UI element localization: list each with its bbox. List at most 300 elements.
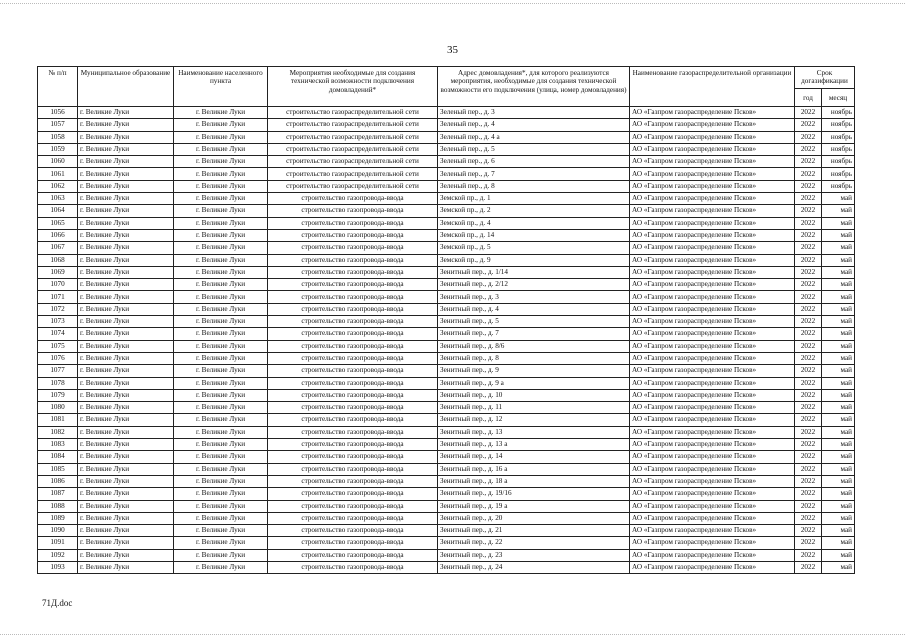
cell-organization: АО «Газпром газораспределение Псков» xyxy=(630,365,795,377)
cell-month: май xyxy=(822,279,855,291)
header-year: год xyxy=(795,89,822,107)
cell-month: май xyxy=(822,316,855,328)
cell-organization: АО «Газпром газораспределение Псков» xyxy=(630,463,795,475)
cell-address: Зенитный пер., д. 1/14 xyxy=(438,266,630,278)
cell-municipality: г. Великие Луки xyxy=(78,463,174,475)
cell-num: 1088 xyxy=(38,500,78,512)
cell-address: Зенитный пер., д. 21 xyxy=(438,525,630,537)
cell-measure: строительство газопровода-ввода xyxy=(268,561,438,573)
header-municipality: Муниципальное образование xyxy=(78,67,174,107)
cell-organization: АО «Газпром газораспределение Псков» xyxy=(630,328,795,340)
cell-settlement: г. Великие Луки xyxy=(174,143,268,155)
cell-organization: АО «Газпром газораспределение Псков» xyxy=(630,131,795,143)
cell-month: май xyxy=(822,402,855,414)
cell-measure: строительство газораспределительной сети xyxy=(268,180,438,192)
cell-month: май xyxy=(822,512,855,524)
cell-address: Зенитный пер., д. 16 а xyxy=(438,463,630,475)
cell-settlement: г. Великие Луки xyxy=(174,131,268,143)
cell-municipality: г. Великие Луки xyxy=(78,156,174,168)
cell-settlement: г. Великие Луки xyxy=(174,377,268,389)
table-row xyxy=(38,377,855,389)
cell-measure: строительство газопровода-ввода xyxy=(268,525,438,537)
cell-num: 1058 xyxy=(38,131,78,143)
cell-municipality: г. Великие Луки xyxy=(78,143,174,155)
cell-year: 2022 xyxy=(795,402,822,414)
cell-municipality: г. Великие Луки xyxy=(78,242,174,254)
cell-organization: АО «Газпром газораспределение Псков» xyxy=(630,340,795,352)
cell-settlement: г. Великие Луки xyxy=(174,156,268,168)
cell-organization: АО «Газпром газораспределение Псков» xyxy=(630,549,795,561)
cell-measure: строительство газопровода-ввода xyxy=(268,242,438,254)
cell-settlement: г. Великие Луки xyxy=(174,328,268,340)
cell-organization: АО «Газпром газораспределение Псков» xyxy=(630,488,795,500)
cell-municipality: г. Великие Луки xyxy=(78,537,174,549)
cell-municipality: г. Великие Луки xyxy=(78,217,174,229)
cell-municipality: г. Великие Луки xyxy=(78,340,174,352)
cell-month: май xyxy=(822,193,855,205)
cell-settlement: г. Великие Луки xyxy=(174,500,268,512)
cell-organization: АО «Газпром газораспределение Псков» xyxy=(630,500,795,512)
table-row xyxy=(38,291,855,303)
table-row xyxy=(38,303,855,315)
cell-address: Земской пр., д. 14 xyxy=(438,229,630,241)
table-row xyxy=(38,131,855,143)
cell-measure: строительство газопровода-ввода xyxy=(268,193,438,205)
cell-municipality: г. Великие Луки xyxy=(78,316,174,328)
cell-municipality: г. Великие Луки xyxy=(78,291,174,303)
cell-organization: АО «Газпром газораспределение Псков» xyxy=(630,291,795,303)
cell-municipality: г. Великие Луки xyxy=(78,561,174,573)
cell-address: Зенитный пер., д. 9 xyxy=(438,365,630,377)
cell-measure: строительство газопровода-ввода xyxy=(268,266,438,278)
cell-measure: строительство газопровода-ввода xyxy=(268,488,438,500)
cell-num: 1085 xyxy=(38,463,78,475)
cell-month: май xyxy=(822,475,855,487)
cell-year: 2022 xyxy=(795,303,822,315)
cell-measure: строительство газораспределительной сети xyxy=(268,107,438,119)
cell-settlement: г. Великие Луки xyxy=(174,303,268,315)
table-row xyxy=(38,475,855,487)
cell-num: 1070 xyxy=(38,279,78,291)
cell-month: май xyxy=(822,439,855,451)
cell-year: 2022 xyxy=(795,537,822,549)
cell-measure: строительство газораспределительной сети xyxy=(268,143,438,155)
table-row xyxy=(38,561,855,573)
cell-month: май xyxy=(822,328,855,340)
cell-num: 1087 xyxy=(38,488,78,500)
cell-num: 1067 xyxy=(38,242,78,254)
cell-address: Зенитный пер., д. 13 xyxy=(438,426,630,438)
cell-address: Зенитный пер., д. 18 а xyxy=(438,475,630,487)
cell-municipality: г. Великие Луки xyxy=(78,254,174,266)
cell-num: 1093 xyxy=(38,561,78,573)
cell-year: 2022 xyxy=(795,279,822,291)
cell-month: май xyxy=(822,266,855,278)
cell-month: ноябрь xyxy=(822,168,855,180)
cell-municipality: г. Великие Луки xyxy=(78,389,174,401)
cell-year: 2022 xyxy=(795,488,822,500)
cell-num: 1086 xyxy=(38,475,78,487)
cell-num: 1077 xyxy=(38,365,78,377)
cell-organization: АО «Газпром газораспределение Псков» xyxy=(630,107,795,119)
table-row xyxy=(38,217,855,229)
cell-organization: АО «Газпром газораспределение Псков» xyxy=(630,414,795,426)
cell-organization: АО «Газпром газораспределение Псков» xyxy=(630,156,795,168)
cell-settlement: г. Великие Луки xyxy=(174,340,268,352)
cell-municipality: г. Великие Луки xyxy=(78,193,174,205)
table-row xyxy=(38,205,855,217)
cell-address: Зеленый пер., д. 6 xyxy=(438,156,630,168)
cell-address: Зенитный пер., д. 2/12 xyxy=(438,279,630,291)
cell-measure: строительство газопровода-ввода xyxy=(268,500,438,512)
cell-year: 2022 xyxy=(795,242,822,254)
cell-year: 2022 xyxy=(795,119,822,131)
cell-organization: АО «Газпром газораспределение Псков» xyxy=(630,168,795,180)
cell-settlement: г. Великие Луки xyxy=(174,389,268,401)
cell-settlement: г. Великие Луки xyxy=(174,254,268,266)
cell-address: Зеленый пер., д. 4 xyxy=(438,119,630,131)
table-row xyxy=(38,439,855,451)
cell-measure: строительство газопровода-ввода xyxy=(268,229,438,241)
cell-year: 2022 xyxy=(795,229,822,241)
cell-organization: АО «Газпром газораспределение Псков» xyxy=(630,512,795,524)
cell-month: май xyxy=(822,525,855,537)
table-row xyxy=(38,119,855,131)
cell-year: 2022 xyxy=(795,389,822,401)
cell-settlement: г. Великие Луки xyxy=(174,291,268,303)
cell-year: 2022 xyxy=(795,266,822,278)
cell-measure: строительство газопровода-ввода xyxy=(268,279,438,291)
header-month: месяц xyxy=(822,89,855,107)
cell-month: май xyxy=(822,352,855,364)
cell-measure: строительство газораспределительной сети xyxy=(268,168,438,180)
cell-settlement: г. Великие Луки xyxy=(174,537,268,549)
cell-settlement: г. Великие Луки xyxy=(174,439,268,451)
cell-num: 1057 xyxy=(38,119,78,131)
cell-measure: строительство газопровода-ввода xyxy=(268,303,438,315)
table-row xyxy=(38,414,855,426)
cell-settlement: г. Великие Луки xyxy=(174,414,268,426)
cell-address: Земской пр., д. 4 xyxy=(438,217,630,229)
table-row xyxy=(38,279,855,291)
cell-settlement: г. Великие Луки xyxy=(174,512,268,524)
cell-measure: строительство газопровода-ввода xyxy=(268,512,438,524)
cell-settlement: г. Великие Луки xyxy=(174,119,268,131)
cell-organization: АО «Газпром газораспределение Псков» xyxy=(630,180,795,192)
cell-year: 2022 xyxy=(795,525,822,537)
cell-measure: строительство газопровода-ввода xyxy=(268,537,438,549)
cell-year: 2022 xyxy=(795,340,822,352)
cell-settlement: г. Великие Луки xyxy=(174,242,268,254)
cell-year: 2022 xyxy=(795,168,822,180)
cell-year: 2022 xyxy=(795,414,822,426)
cell-num: 1056 xyxy=(38,107,78,119)
cell-municipality: г. Великие Луки xyxy=(78,500,174,512)
cell-organization: АО «Газпром газораспределение Псков» xyxy=(630,389,795,401)
cell-measure: строительство газораспределительной сети xyxy=(268,119,438,131)
cell-num: 1073 xyxy=(38,316,78,328)
cell-address: Зенитный пер., д. 22 xyxy=(438,537,630,549)
cell-settlement: г. Великие Луки xyxy=(174,279,268,291)
cell-address: Зенитный пер., д. 23 xyxy=(438,549,630,561)
cell-month: май xyxy=(822,291,855,303)
cell-month: май xyxy=(822,500,855,512)
cell-settlement: г. Великие Луки xyxy=(174,549,268,561)
cell-address: Зенитный пер., д. 8/6 xyxy=(438,340,630,352)
cell-month: май xyxy=(822,242,855,254)
cell-organization: АО «Газпром газораспределение Псков» xyxy=(630,242,795,254)
cell-year: 2022 xyxy=(795,254,822,266)
cell-address: Зеленый пер., д. 3 xyxy=(438,107,630,119)
cell-month: ноябрь xyxy=(822,131,855,143)
cell-measure: строительство газопровода-ввода xyxy=(268,426,438,438)
cell-address: Зеленый пер., д. 8 xyxy=(438,180,630,192)
scan-edge-top xyxy=(0,3,905,4)
cell-municipality: г. Великие Луки xyxy=(78,119,174,131)
cell-address: Зенитный пер., д. 5 xyxy=(438,316,630,328)
table-row xyxy=(38,500,855,512)
cell-address: Земской пр., д. 1 xyxy=(438,193,630,205)
cell-settlement: г. Великие Луки xyxy=(174,561,268,573)
cell-address: Зенитный пер., д. 19 а xyxy=(438,500,630,512)
cell-num: 1089 xyxy=(38,512,78,524)
cell-month: май xyxy=(822,205,855,217)
table-row xyxy=(38,107,855,119)
cell-measure: строительство газопровода-ввода xyxy=(268,389,438,401)
cell-settlement: г. Великие Луки xyxy=(174,193,268,205)
cell-settlement: г. Великие Луки xyxy=(174,475,268,487)
cell-measure: строительство газопровода-ввода xyxy=(268,475,438,487)
cell-num: 1068 xyxy=(38,254,78,266)
table-row xyxy=(38,451,855,463)
cell-organization: АО «Газпром газораспределение Псков» xyxy=(630,377,795,389)
cell-year: 2022 xyxy=(795,328,822,340)
cell-settlement: г. Великие Луки xyxy=(174,525,268,537)
cell-address: Зеленый пер., д. 5 xyxy=(438,143,630,155)
cell-num: 1071 xyxy=(38,291,78,303)
cell-num: 1090 xyxy=(38,525,78,537)
cell-address: Земской пр., д. 5 xyxy=(438,242,630,254)
cell-measure: строительство газопровода-ввода xyxy=(268,352,438,364)
cell-month: май xyxy=(822,488,855,500)
cell-settlement: г. Великие Луки xyxy=(174,488,268,500)
cell-num: 1061 xyxy=(38,168,78,180)
table-row xyxy=(38,254,855,266)
table-header xyxy=(38,67,855,107)
cell-address: Зенитный пер., д. 11 xyxy=(438,402,630,414)
cell-address: Зенитный пер., д. 10 xyxy=(438,389,630,401)
cell-num: 1084 xyxy=(38,451,78,463)
table-row xyxy=(38,266,855,278)
cell-municipality: г. Великие Луки xyxy=(78,475,174,487)
cell-organization: АО «Газпром газораспределение Псков» xyxy=(630,217,795,229)
cell-settlement: г. Великие Луки xyxy=(174,402,268,414)
table-row xyxy=(38,426,855,438)
table-row xyxy=(38,352,855,364)
cell-address: Земской пр., д. 9 xyxy=(438,254,630,266)
table-row xyxy=(38,365,855,377)
cell-year: 2022 xyxy=(795,475,822,487)
cell-settlement: г. Великие Луки xyxy=(174,266,268,278)
page-number: 35 xyxy=(447,44,458,56)
table-row xyxy=(38,143,855,155)
table-row xyxy=(38,389,855,401)
cell-month: ноябрь xyxy=(822,180,855,192)
table-row xyxy=(38,168,855,180)
cell-address: Зенитный пер., д. 8 xyxy=(438,352,630,364)
cell-num: 1072 xyxy=(38,303,78,315)
cell-municipality: г. Великие Луки xyxy=(78,439,174,451)
cell-organization: АО «Газпром газораспределение Псков» xyxy=(630,254,795,266)
cell-month: ноябрь xyxy=(822,143,855,155)
cell-measure: строительство газопровода-ввода xyxy=(268,316,438,328)
cell-measure: строительство газопровода-ввода xyxy=(268,291,438,303)
cell-municipality: г. Великие Луки xyxy=(78,131,174,143)
cell-address: Зенитный пер., д. 3 xyxy=(438,291,630,303)
cell-year: 2022 xyxy=(795,131,822,143)
cell-organization: АО «Газпром газораспределение Псков» xyxy=(630,439,795,451)
cell-municipality: г. Великие Луки xyxy=(78,414,174,426)
cell-municipality: г. Великие Луки xyxy=(78,328,174,340)
cell-month: ноябрь xyxy=(822,119,855,131)
cell-month: май xyxy=(822,426,855,438)
cell-year: 2022 xyxy=(795,143,822,155)
cell-year: 2022 xyxy=(795,561,822,573)
cell-organization: АО «Газпром газораспределение Псков» xyxy=(630,193,795,205)
cell-month: май xyxy=(822,229,855,241)
cell-measure: строительство газопровода-ввода xyxy=(268,205,438,217)
cell-settlement: г. Великие Луки xyxy=(174,229,268,241)
footer-file-name: 71Д.doc xyxy=(42,598,73,608)
table-row xyxy=(38,229,855,241)
cell-year: 2022 xyxy=(795,377,822,389)
cell-settlement: г. Великие Луки xyxy=(174,107,268,119)
table-row xyxy=(38,242,855,254)
cell-num: 1078 xyxy=(38,377,78,389)
cell-municipality: г. Великие Луки xyxy=(78,512,174,524)
cell-municipality: г. Великие Луки xyxy=(78,426,174,438)
cell-month: май xyxy=(822,537,855,549)
cell-month: май xyxy=(822,549,855,561)
table-row xyxy=(38,512,855,524)
cell-month: ноябрь xyxy=(822,107,855,119)
cell-year: 2022 xyxy=(795,352,822,364)
cell-num: 1060 xyxy=(38,156,78,168)
table-row xyxy=(38,537,855,549)
cell-month: май xyxy=(822,463,855,475)
cell-measure: строительство газопровода-ввода xyxy=(268,414,438,426)
table-row xyxy=(38,193,855,205)
cell-settlement: г. Великие Луки xyxy=(174,451,268,463)
cell-month: май xyxy=(822,377,855,389)
cell-num: 1083 xyxy=(38,439,78,451)
cell-measure: строительство газопровода-ввода xyxy=(268,377,438,389)
cell-month: май xyxy=(822,561,855,573)
header-deadline: Срок догазификации xyxy=(795,67,855,89)
cell-num: 1059 xyxy=(38,143,78,155)
cell-month: май xyxy=(822,389,855,401)
cell-settlement: г. Великие Луки xyxy=(174,205,268,217)
cell-address: Зенитный пер., д. 13 а xyxy=(438,439,630,451)
cell-year: 2022 xyxy=(795,316,822,328)
table-row xyxy=(38,156,855,168)
cell-address: Зенитный пер., д. 19/16 xyxy=(438,488,630,500)
cell-year: 2022 xyxy=(795,205,822,217)
cell-settlement: г. Великие Луки xyxy=(174,352,268,364)
cell-month: май xyxy=(822,303,855,315)
cell-organization: АО «Газпром газораспределение Псков» xyxy=(630,229,795,241)
cell-address: Зеленый пер., д. 4 а xyxy=(438,131,630,143)
cell-municipality: г. Великие Луки xyxy=(78,365,174,377)
cell-num: 1063 xyxy=(38,193,78,205)
cell-settlement: г. Великие Луки xyxy=(174,426,268,438)
cell-num: 1064 xyxy=(38,205,78,217)
table-row xyxy=(38,328,855,340)
cell-address: Зенитный пер., д. 14 xyxy=(438,451,630,463)
cell-month: май xyxy=(822,451,855,463)
cell-organization: АО «Газпром газораспределение Псков» xyxy=(630,352,795,364)
cell-year: 2022 xyxy=(795,107,822,119)
cell-organization: АО «Газпром газораспределение Псков» xyxy=(630,426,795,438)
cell-month: май xyxy=(822,217,855,229)
cell-organization: АО «Газпром газораспределение Псков» xyxy=(630,266,795,278)
cell-municipality: г. Великие Луки xyxy=(78,279,174,291)
cell-month: май xyxy=(822,340,855,352)
cell-settlement: г. Великие Луки xyxy=(174,316,268,328)
cell-year: 2022 xyxy=(795,365,822,377)
cell-municipality: г. Великие Луки xyxy=(78,402,174,414)
cell-settlement: г. Великие Луки xyxy=(174,180,268,192)
cell-num: 1065 xyxy=(38,217,78,229)
cell-address: Зенитный пер., д. 24 xyxy=(438,561,630,573)
cell-measure: строительство газопровода-ввода xyxy=(268,365,438,377)
table-row xyxy=(38,488,855,500)
cell-settlement: г. Великие Луки xyxy=(174,365,268,377)
cell-organization: АО «Газпром газораспределение Псков» xyxy=(630,143,795,155)
cell-address: Зенитный пер., д. 12 xyxy=(438,414,630,426)
table-row xyxy=(38,549,855,561)
header-measure: Мероприятия необходимые для создания технической возможности подключения домовладений* xyxy=(268,67,438,107)
cell-municipality: г. Великие Луки xyxy=(78,549,174,561)
cell-municipality: г. Великие Луки xyxy=(78,303,174,315)
cell-municipality: г. Великие Луки xyxy=(78,451,174,463)
table-row xyxy=(38,340,855,352)
cell-num: 1091 xyxy=(38,537,78,549)
cell-address: Зенитный пер., д. 7 xyxy=(438,328,630,340)
cell-municipality: г. Великие Луки xyxy=(78,377,174,389)
cell-organization: АО «Газпром газораспределение Псков» xyxy=(630,525,795,537)
header-settlement: Наименование населенного пункта xyxy=(174,67,268,107)
cell-year: 2022 xyxy=(795,439,822,451)
cell-settlement: г. Великие Луки xyxy=(174,168,268,180)
cell-year: 2022 xyxy=(795,500,822,512)
cell-municipality: г. Великие Луки xyxy=(78,352,174,364)
table-row xyxy=(38,525,855,537)
cell-num: 1062 xyxy=(38,180,78,192)
cell-organization: АО «Газпром газораспределение Псков» xyxy=(630,119,795,131)
cell-year: 2022 xyxy=(795,217,822,229)
cell-measure: строительство газопровода-ввода xyxy=(268,340,438,352)
cell-year: 2022 xyxy=(795,426,822,438)
cell-measure: строительство газопровода-ввода xyxy=(268,439,438,451)
table-body xyxy=(38,107,855,574)
cell-year: 2022 xyxy=(795,193,822,205)
table-row xyxy=(38,402,855,414)
cell-year: 2022 xyxy=(795,291,822,303)
cell-year: 2022 xyxy=(795,451,822,463)
cell-municipality: г. Великие Луки xyxy=(78,205,174,217)
cell-organization: АО «Газпром газораспределение Псков» xyxy=(630,451,795,463)
